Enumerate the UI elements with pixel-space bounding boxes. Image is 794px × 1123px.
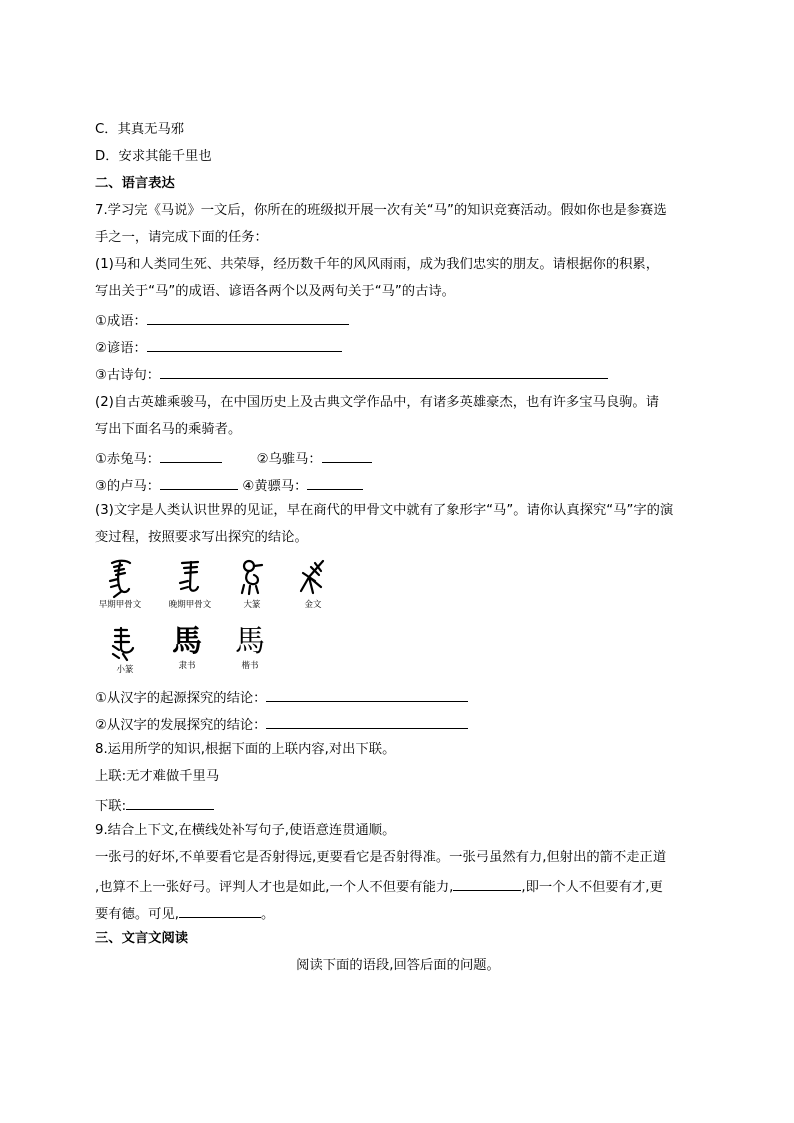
dilu-horse-label: ③的卢马： — [95, 479, 161, 494]
late-oracle-glyph-image — [170, 557, 210, 599]
option-d: D．安求其能千里也 — [95, 149, 212, 164]
huangbiao-rider-blank[interactable] — [307, 475, 363, 490]
q7-part2-line2: 写出下面名马的乘骑者。 — [95, 422, 242, 437]
q7-horse-row2 — [95, 475, 363, 496]
q9-body-line1: 一张弓的好坏,不单要看它是否射得远,更要看它是否射得准。一张弓虽然有力,但射出的箭不走正道 — [95, 850, 667, 865]
q7-poem-label: ③古诗句： — [95, 368, 161, 383]
bronze-caption: 金文 — [304, 600, 322, 610]
q9-body-line3 — [95, 903, 274, 924]
section-title-classical-reading: 三、文言文阅读 — [95, 931, 189, 946]
q9-body-line2-part2: ,即一个人不但要有才,更 — [521, 880, 663, 895]
q7-part3-line2: 变过程，按照要求写出探究的结论。 — [95, 530, 308, 545]
poem-answer-blank[interactable] — [160, 364, 608, 379]
regular-caption: 楷书 — [241, 661, 259, 671]
development-conclusion-label: ②从汉字的发展探究的结论： — [95, 718, 267, 733]
q9-body-line2 — [95, 876, 663, 897]
option-c: C．其真无马邪 — [95, 122, 185, 137]
large-seal-caption: 大篆 — [243, 600, 261, 610]
origin-conclusion-blank[interactable] — [266, 687, 468, 702]
early-oracle-glyph-image — [100, 557, 140, 599]
regular-glyph: 馬 — [235, 624, 265, 659]
q7-origin-row — [95, 687, 468, 708]
q7-idiom-label: ①成语： — [95, 314, 147, 329]
chitu-rider-blank[interactable] — [160, 448, 222, 463]
q7-part3-line1: (3)文字是人类认识世界的见证，早在商代的甲骨文中就有了象形字“马”。请你认真探究“马”字的演 — [95, 503, 674, 518]
q7-poem-row — [95, 364, 608, 385]
script-early-oracle — [95, 557, 145, 611]
large-seal-glyph-image — [232, 557, 272, 599]
script-late-oracle — [165, 557, 215, 611]
proverb-answer-blank[interactable] — [147, 337, 342, 352]
dilu-rider-blank[interactable] — [160, 475, 238, 490]
wuzhui-rider-blank[interactable] — [322, 448, 372, 463]
q9-body-line3-part1: 要有德。可见, — [95, 907, 180, 922]
q7-stem-line1: 7.学习完《马说》一文后，你所在的班级拟开展一次有关“马”的知识竞赛活动。假如你也是参赛选 — [95, 203, 667, 218]
clerical-glyph: 馬 — [172, 624, 202, 659]
q7-proverb-row — [95, 337, 342, 358]
chitu-horse-label: ①赤兔马： — [95, 452, 161, 467]
wuzhui-horse-label: ②乌骓马： — [256, 452, 322, 467]
origin-conclusion-label: ①从汉字的起源探究的结论： — [95, 691, 267, 706]
q9-body-line3-part2: 。 — [261, 907, 275, 922]
small-seal-glyph-image — [105, 624, 145, 664]
q7-stem-line2: 手之一，请完成下面的任务： — [95, 230, 268, 245]
late-oracle-caption: 晚期甲骨文 — [168, 600, 212, 610]
idiom-answer-blank[interactable] — [147, 310, 349, 325]
q8-lower-row — [95, 795, 214, 816]
script-small-seal — [100, 624, 150, 676]
q7-proverb-label: ②谚语： — [95, 341, 147, 356]
q8-lower-label: 下联: — [95, 799, 127, 814]
q8-stem: 8.运用所学的知识,根据下面的上联内容,对出下联。 — [95, 742, 396, 757]
early-oracle-caption: 早期甲骨文 — [98, 600, 142, 610]
development-conclusion-blank[interactable] — [266, 714, 468, 729]
script-large-seal — [227, 557, 277, 611]
q7-part1-line1: (1)马和人类同生死、共荣辱，经历数千年的风风雨雨，成为我们忠实的朋友。请根据你的积累， — [95, 257, 660, 272]
reading-instruction: 阅读下面的语段,回答后面的问题。 — [296, 958, 500, 973]
script-bronze — [288, 557, 338, 611]
script-regular — [225, 624, 275, 672]
q9-blank-1[interactable] — [453, 876, 521, 891]
lower-couplet-blank[interactable] — [126, 795, 214, 810]
clerical-caption: 隶书 — [178, 661, 196, 671]
q8-upper-couplet: 上联:无才难做千里马 — [95, 769, 220, 784]
q9-body-line2-part1: ,也算不上一张好弓。评判人才也是如此,一个人不但要有能力, — [95, 880, 454, 895]
q9-blank-2[interactable] — [179, 903, 261, 918]
bronze-glyph-image — [293, 557, 333, 599]
section-title-language-expression: 二、语言表达 — [95, 176, 175, 191]
small-seal-caption: 小篆 — [116, 665, 134, 675]
script-clerical — [162, 624, 212, 672]
q7-development-row — [95, 714, 468, 735]
huangbiao-horse-label: ④黄骠马： — [242, 479, 308, 494]
q7-idiom-row — [95, 310, 349, 331]
q7-part1-line2: 写出关于“马”的成语、谚语各两个以及两句关于“马”的古诗。 — [95, 284, 455, 299]
q7-horse-row1 — [95, 448, 372, 469]
q9-stem: 9.结合上下文,在横线处补写句子,使语意连贯通顺。 — [95, 823, 396, 838]
q7-part2-line1: (2)自古英雄乘骏马，在中国历史上及古典文学作品中，有诸多英雄豪杰，也有许多宝马良驹。请 — [95, 395, 660, 410]
